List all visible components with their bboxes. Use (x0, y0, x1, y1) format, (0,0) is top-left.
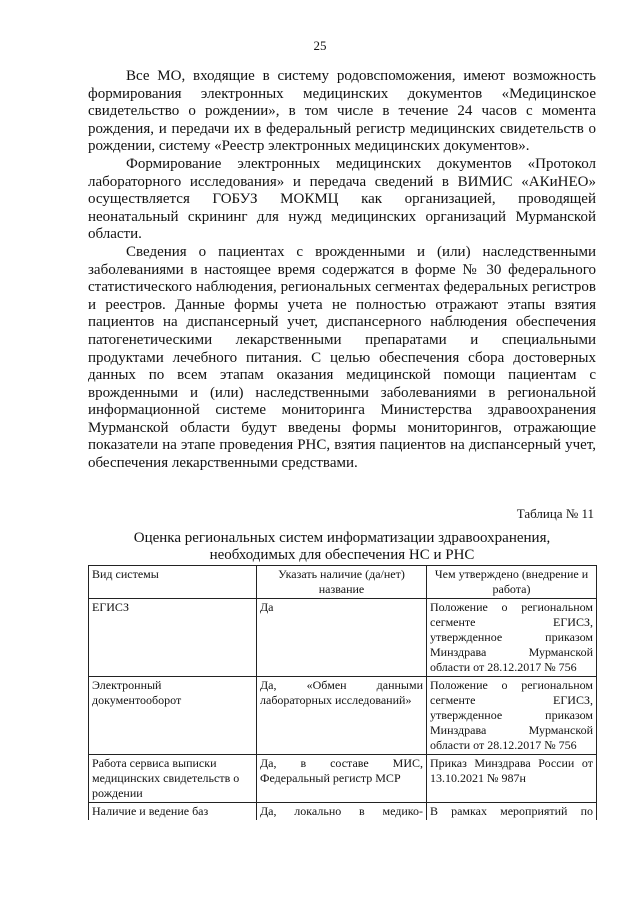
page-number: 25 (313, 38, 327, 53)
header-system-type: Вид системы (89, 566, 257, 599)
cell-availability: Да, «Обмен данными лабораторных исследований» (257, 677, 427, 755)
cell-availability: Да (257, 599, 427, 677)
table-row (89, 677, 597, 755)
table-title-line-1: Оценка региональных систем информатизации здравоохранения, (133, 530, 551, 546)
cell-approved-by: Положение о региональном сегменте ЕГИСЗ, утвержденное приказом Минздрава Мурманской области от 28.12.2017 № 756 (427, 677, 597, 755)
cell-system: ЕГИСЗ (89, 599, 257, 677)
table-header-row (89, 566, 597, 599)
paragraph-2: Формирование электронных медицинских документов «Протокол лабораторного исследования» и передача сведений в ВИМИС «АКиНЕО» осуществляется ГОБУЗ МОКМЦ как организацией, проводящей неонатальный скрининг для нужд медицинских организаций Мурманской области. (88, 155, 596, 243)
paragraph-3: Сведения о пациентах с врожденными и (или) наследственными заболеваниями в настоящее время содержатся в форме № 30 федерального статистического наблюдения, региональных сегментах федеральных регистров и реестров. Данные формы учета не полностью отражают этапы взятия пациентов на диспансерный учет, диспансерного наблюдения обеспечения патогенетическими лекарственными препаратами и специальными продуктами лечебного питания. С целью обеспечения сбора достоверных данных по всем этапам оказания медицинской помощи пациентам с врожденными и (или) наследственными заболеваниями в региональной информационной системе мониторинга Министерства здравоохранения Мурманской области будут введены формы мониторингов, отражающие показатели на этапе проведения РНС, взятия пациентов на диспансерный учет, обеспечения лекарственными средствами. (88, 243, 596, 472)
table-row (89, 803, 597, 821)
cell-approved-by: Положение о региональном сегменте ЕГИСЗ, утвержденное приказом Минздрава Мурманской области от 28.12.2017 № 756 (427, 599, 597, 677)
cell-approved-by: Приказ Минздрава России от 13.10.2021 № 987н (427, 755, 597, 803)
table-label: Таблица № 11 (516, 506, 594, 521)
header-approved-by: Чем утверждено (внедрение и работа) (427, 566, 597, 599)
table-title (88, 530, 596, 564)
paragraph-1: Все МО, входящие в систему родовспоможения, имеют возможность формирования электронных медицинских документов «Медицинское свидетельство о рождении», в том числе в течение 24 часов с момента рождения, и передачи их в федеральный регистр медицинских свидетельств о рождении, систему «Реестр электронных медицинских документов». (88, 68, 596, 155)
table-row (89, 599, 597, 677)
header-availability: Указать наличие (да/нет) название (257, 566, 427, 599)
cell-system: Наличие и ведение баз (89, 803, 257, 821)
cell-system: Работа сервиса выписки медицинских свидетельств о рождении (89, 755, 257, 803)
cell-approved-by: В рамках мероприятий по (427, 803, 597, 821)
table-row (89, 755, 597, 803)
cell-availability: Да, локально в медико- (257, 803, 427, 821)
body-text (88, 68, 596, 473)
cell-system: Электронный документооборот (89, 677, 257, 755)
cell-availability: Да, в составе МИС, Федеральный регистр МСР (257, 755, 427, 803)
systems-table (88, 565, 597, 820)
table-title-line-2: необходимых для обеспечения НС и РНС (209, 547, 475, 563)
